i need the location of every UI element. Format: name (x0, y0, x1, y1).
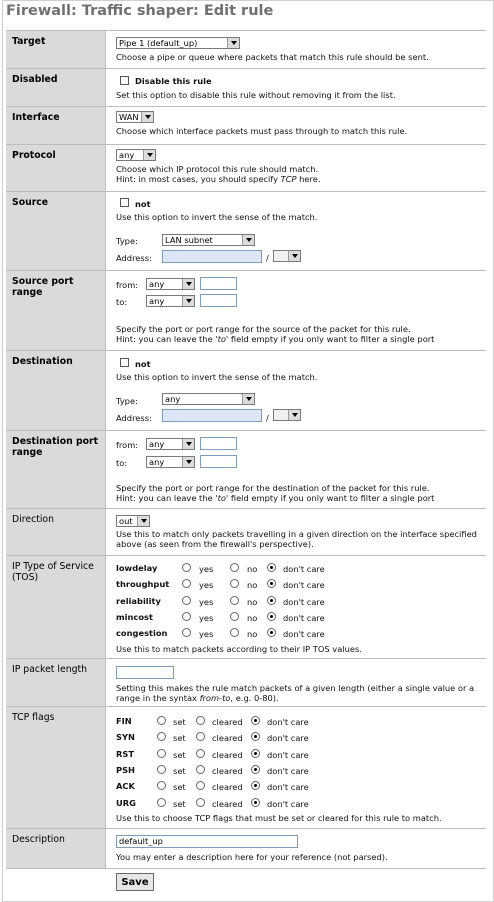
source-port-from-input[interactable] (200, 277, 237, 290)
dest-port-hint: Hint: you can leave the 'to' field empty if you only want to filter a single port (116, 493, 435, 503)
label-source-port: Source port range (6, 271, 106, 351)
tos-yes-label: yes (199, 580, 214, 591)
row-source (6, 191, 486, 271)
source-address-input[interactable] (162, 250, 262, 263)
target-help: Choose a pipe or queue where packets that match this rule should be sent. (116, 52, 429, 62)
destination-slash: / (266, 413, 269, 423)
row-direction (6, 508, 486, 556)
destination-address-input[interactable] (162, 409, 262, 422)
tcpflag-dontcare-label: don't care (267, 782, 309, 793)
source-mask-select[interactable] (273, 250, 301, 262)
chevron-down-icon (182, 457, 194, 467)
tos-yes-label: yes (199, 596, 214, 607)
chevron-down-icon (182, 279, 194, 289)
tcpflag-set-label: set (173, 733, 186, 744)
dest-port-from-label: from: (116, 440, 139, 450)
tos-dontcare-label: don't care (283, 629, 325, 640)
destination-help: Use this option to invert the sense of the match. (116, 372, 318, 382)
disable-rule-label: Disable this rule (135, 76, 212, 86)
tcpflag-row-label: PSH (116, 764, 136, 775)
tos-dontcare-radio[interactable] (267, 612, 276, 621)
tos-dontcare-label: don't care (283, 580, 325, 591)
tcpflag-cleared-radio[interactable] (196, 781, 205, 790)
tos-row-label: reliability (116, 595, 161, 606)
description-input[interactable]: default_up (116, 835, 298, 848)
tos-yes-radio[interactable] (182, 628, 191, 637)
tos-row-label: congestion (116, 628, 168, 639)
label-interface: Interface (6, 107, 106, 145)
tos-dontcare-radio[interactable] (267, 596, 276, 605)
tcpflag-cleared-radio[interactable] (196, 798, 205, 807)
row-target (6, 30, 486, 69)
destination-not-label: not (135, 359, 151, 369)
tcpflag-set-radio[interactable] (157, 716, 166, 725)
tcpflag-set-label: set (173, 798, 186, 809)
tcpflag-dontcare-radio[interactable] (251, 781, 260, 790)
source-type-select[interactable]: LAN subnet (162, 234, 255, 246)
row-interface (6, 106, 486, 145)
row-disabled (6, 68, 486, 107)
tcpflag-set-radio[interactable] (157, 765, 166, 774)
tcpflag-cleared-label: cleared (212, 717, 243, 727)
tcpflag-cleared-label: cleared (212, 765, 243, 776)
tos-yes-label: yes (199, 612, 214, 623)
tcpflag-dontcare-radio[interactable] (251, 765, 260, 774)
label-direction: Direction (6, 509, 106, 556)
tos-row-label: throughput (116, 579, 170, 590)
tcpflag-cleared-radio[interactable] (196, 749, 205, 758)
row-tos (6, 555, 486, 659)
label-tcpflags: TCP flags (6, 707, 106, 829)
source-address-label: Address: (116, 253, 152, 263)
tcpflag-cleared-radio[interactable] (196, 732, 205, 741)
tcpflag-dontcare-label: don't care (267, 798, 309, 809)
destination-not-checkbox[interactable] (120, 358, 129, 367)
row-destination (6, 350, 486, 431)
tcpflags-help: Use this to choose TCP flags that must be set or cleared for this rule to match. (116, 813, 442, 823)
tcpflag-set-radio[interactable] (157, 732, 166, 741)
iplen-help: Setting this makes the rule match packets of a given length (either a single value or a (116, 683, 475, 693)
label-dest-port: Destination port range (6, 431, 106, 509)
protocol-select[interactable]: any (116, 149, 156, 161)
source-port-to-select[interactable]: any (146, 295, 195, 307)
tcpflag-cleared-label: cleared (212, 749, 243, 760)
tos-yes-label: yes (199, 629, 214, 640)
tos-yes-radio[interactable] (182, 579, 191, 588)
label-source: Source (6, 192, 106, 271)
tcpflag-dontcare-radio[interactable] (251, 716, 260, 725)
tos-yes-radio[interactable] (182, 596, 191, 605)
source-help: Use this option to invert the sense of the match. (116, 212, 318, 222)
description-help: You may enter a description here for your reference (not parsed). (116, 852, 388, 862)
tcpflag-dontcare-radio[interactable] (251, 798, 260, 807)
label-description: Description (6, 829, 106, 868)
tcpflag-cleared-label: cleared (212, 733, 243, 744)
source-slash: / (266, 253, 269, 263)
tos-no-label: no (247, 596, 258, 607)
destination-type-select[interactable]: any (162, 393, 255, 405)
interface-select[interactable]: WAN (116, 111, 154, 123)
protocol-hint: Hint: in most cases, you should specify TCP here. (116, 174, 321, 184)
chevron-down-icon (227, 38, 239, 48)
tcpflag-set-radio[interactable] (157, 798, 166, 807)
tcpflag-set-label: set (173, 782, 186, 793)
tcpflag-set-label: set (173, 749, 186, 760)
tcpflag-row-label: ACK (116, 781, 135, 792)
tos-row-label: mincost (116, 611, 153, 622)
tos-dontcare-label: don't care (283, 596, 325, 607)
chevron-down-icon (242, 235, 254, 245)
tcpflag-dontcare-radio[interactable] (251, 732, 260, 741)
dest-port-to-select[interactable]: any (146, 456, 195, 468)
chevron-down-icon (141, 112, 153, 122)
source-port-to-label: to: (116, 297, 128, 307)
source-port-to-input[interactable] (200, 294, 237, 307)
chevron-down-icon (182, 439, 194, 449)
page-title: Firewall: Traffic shaper: Edit rule (6, 3, 274, 19)
dest-port-to-input[interactable] (200, 455, 237, 468)
row-tcpflags (6, 706, 486, 829)
row-dest-port (6, 430, 486, 509)
tcpflag-dontcare-label: don't care (267, 717, 309, 727)
iplen-input[interactable] (116, 666, 174, 679)
chevron-down-icon (242, 394, 254, 404)
iplen-help-2: range in the syntax from-to, e.g. 0-80). (116, 693, 279, 703)
protocol-help: Choose which IP protocol this rule should match. (116, 164, 319, 174)
tos-no-label: no (247, 580, 258, 591)
tos-row-label: lowdelay (116, 563, 158, 573)
dest-port-from-input[interactable] (200, 437, 237, 450)
destination-mask-select[interactable] (273, 409, 301, 421)
target-select[interactable]: Pipe 1 (default_up) (116, 37, 240, 49)
tcpflag-dontcare-label: don't care (267, 749, 309, 760)
tos-yes-radio[interactable] (182, 563, 191, 572)
tcpflag-cleared-radio[interactable] (196, 716, 205, 725)
source-port-help: Specify the port or port range for the source of the packet for this rule. (116, 324, 411, 334)
tcpflag-row-label: RST (116, 748, 135, 759)
tcpflag-row-label: SYN (116, 732, 135, 743)
destination-type-label: Type: (116, 396, 138, 406)
tcpflag-cleared-label: cleared (212, 798, 243, 809)
tos-dontcare-radio[interactable] (267, 628, 276, 637)
label-target: Target (6, 31, 106, 69)
tos-help: Use this to match packets according to their IP TOS values. (116, 644, 362, 654)
tos-no-radio[interactable] (230, 596, 239, 605)
tos-no-radio[interactable] (230, 563, 239, 572)
source-not-label: not (135, 199, 151, 209)
label-iplen: IP packet length (6, 659, 106, 707)
label-tos: IP Type of Service (TOS) (6, 556, 106, 659)
destination-address-label: Address: (116, 413, 152, 423)
chevron-down-icon (137, 516, 149, 526)
row-iplen (6, 658, 486, 707)
tcpflag-dontcare-label: don't care (267, 733, 309, 744)
source-port-hint: Hint: you can leave the 'to' field empty if you only want to filter a single port (116, 334, 435, 344)
tos-no-radio[interactable] (230, 579, 239, 588)
tos-dontcare-radio[interactable] (267, 579, 276, 588)
tos-no-label: no (247, 612, 258, 623)
chevron-down-icon (182, 296, 194, 306)
direction-help-2: above (as seen from the firewall's perspective). (116, 539, 314, 549)
dest-port-to-label: to: (116, 458, 128, 468)
source-port-from-select[interactable]: any (146, 278, 195, 290)
tcpflag-row-label: URG (116, 797, 136, 808)
tcpflag-set-label: set (173, 765, 186, 776)
tos-yes-radio[interactable] (182, 612, 191, 621)
tos-no-label: no (247, 629, 258, 640)
source-not-checkbox[interactable] (120, 198, 129, 207)
row-source-port (6, 270, 486, 351)
label-disabled: Disabled (6, 69, 106, 107)
disable-rule-checkbox[interactable] (120, 76, 129, 85)
label-protocol: Protocol (6, 145, 106, 192)
tcpflag-cleared-label: cleared (212, 782, 243, 793)
save-button[interactable]: Save (116, 873, 154, 891)
chevron-down-icon (288, 251, 300, 261)
tos-no-radio[interactable] (230, 612, 239, 621)
direction-select[interactable]: out (116, 515, 150, 527)
tcpflag-set-radio[interactable] (157, 781, 166, 790)
tos-yes-label: yes (199, 564, 214, 574)
disabled-help: Set this option to disable this rule without removing it from the list. (116, 90, 396, 100)
tcpflag-row-label: FIN (116, 716, 132, 726)
tos-dontcare-label: don't care (283, 612, 325, 623)
tos-dontcare-label: don't care (283, 564, 325, 574)
tcpflag-set-label: set (173, 717, 186, 727)
tcpflag-dontcare-label: don't care (267, 765, 309, 776)
chevron-down-icon (288, 410, 300, 420)
dest-port-help: Specify the port or port range for the destination of the packet for this rule. (116, 483, 430, 493)
tcpflag-set-radio[interactable] (157, 749, 166, 758)
tcpflag-dontcare-radio[interactable] (251, 749, 260, 758)
interface-help: Choose which interface packets must pass through to match this rule. (116, 126, 408, 136)
source-type-label: Type: (116, 236, 138, 246)
dest-port-from-select[interactable]: any (146, 438, 195, 450)
direction-help: Use this to match only packets travelling in a given direction on the interface specified (116, 529, 477, 539)
chevron-down-icon (143, 150, 155, 160)
tos-no-radio[interactable] (230, 628, 239, 637)
tcpflag-cleared-radio[interactable] (196, 765, 205, 774)
row-description (6, 828, 486, 869)
tos-dontcare-radio[interactable] (267, 563, 276, 572)
source-port-from-label: from: (116, 280, 139, 290)
tos-no-label: no (247, 564, 258, 574)
label-destination: Destination (6, 351, 106, 431)
row-protocol (6, 144, 486, 192)
